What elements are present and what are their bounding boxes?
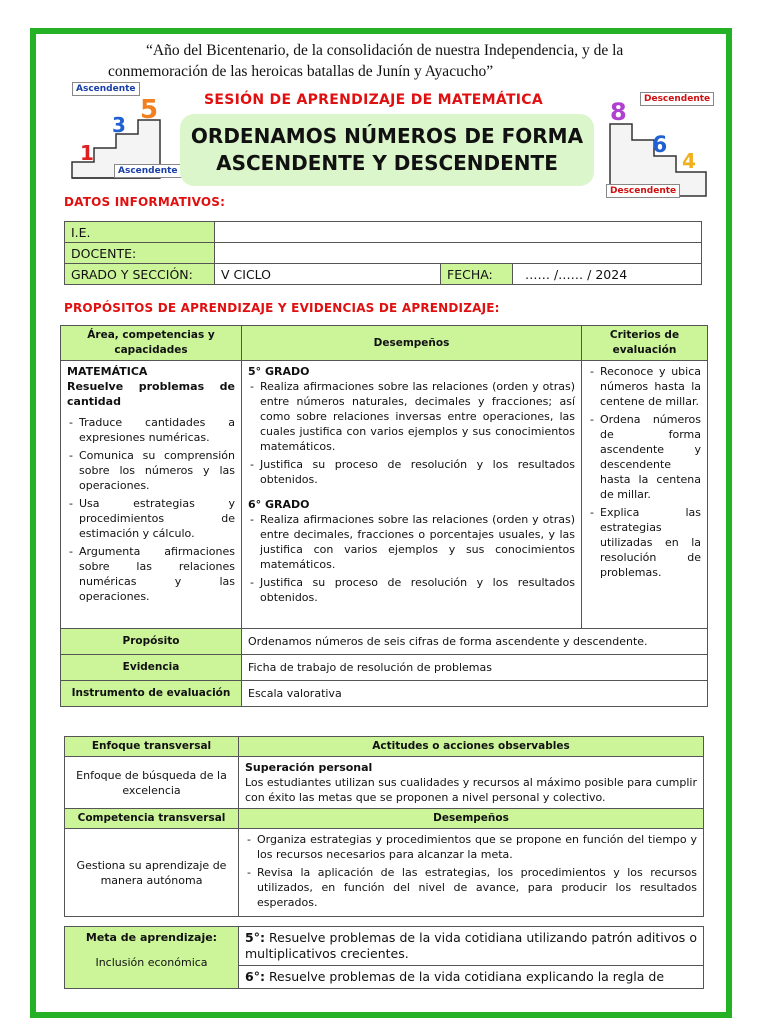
propositos-table <box>60 325 708 707</box>
col-criterios-header: Criterios de evaluación <box>582 326 708 361</box>
title-line-1: ORDENAMOS NÚMEROS DE FORMA <box>190 124 584 148</box>
comp-desempenos-header: Desempeños <box>239 809 704 829</box>
fecha-label: FECHA: <box>441 264 513 285</box>
ascending-stairs-illustration <box>68 82 178 186</box>
grado6-title: 6° GRADO <box>248 498 310 511</box>
enfoque-value-cell <box>239 757 704 809</box>
enfoque-header: Enfoque transversal <box>65 737 239 757</box>
meta-5-cell <box>239 927 704 966</box>
meta-6-text: Resuelve problemas de la vida cotidiana explicando la regla de <box>268 969 665 984</box>
criterios-cell <box>582 361 708 629</box>
desempenos-cell <box>242 361 582 629</box>
enfoque-value-title: Superación personal <box>245 761 373 774</box>
digit-1: 1 <box>80 141 94 165</box>
docente-label: DOCENTE: <box>65 243 215 264</box>
ascendente-bottom-label: Ascendente <box>114 164 182 178</box>
year-motto <box>108 40 648 82</box>
digit-4: 4 <box>682 149 696 173</box>
descendente-top-label: Descendente <box>640 92 714 106</box>
meta-label-cell <box>65 927 239 989</box>
comp-desempeno-item: - Revisa la aplicación de las estrategias, los procedimientos y los recursos utilizados, en función del nivel de avance, para producir los resultados esperados. <box>257 865 697 910</box>
meta-6-label: 6°: <box>245 969 265 984</box>
docente-value <box>215 243 702 264</box>
motto-line-1: “Año del Bicentenario, de la consolidación de nuestra Independencia, y de la <box>146 42 624 59</box>
competencia-transversal-header: Competencia transversal <box>65 809 239 829</box>
area-cell <box>61 361 242 629</box>
instrumento-value: Escala valorativa <box>242 681 708 707</box>
capacidad-item: - Argumenta afirmaciones sobre las relaciones numéricas y las operaciones. <box>79 544 235 604</box>
descending-stairs-illustration <box>602 88 712 204</box>
proposito-label: Propósito <box>61 629 242 655</box>
datos-heading: DATOS INFORMATIVOS: <box>64 195 226 209</box>
instrumento-label: Instrumento de evaluación <box>61 681 242 707</box>
digit-8: 8 <box>610 98 627 126</box>
comp-desempenos-cell <box>239 829 704 917</box>
grado6-item: - Justifica su proceso de resolución y los resultados obtenidos. <box>260 575 575 605</box>
enfoque-name: Enfoque de búsqueda de la excelencia <box>65 757 239 809</box>
grado-label: GRADO Y SECCIÓN: <box>65 264 215 285</box>
capacidad-item: - Usa estrategias y procedimientos de estimación y cálculo. <box>79 496 235 541</box>
motto-line-2: conmemoración de las heroicas batallas de Junín y Ayacucho” <box>108 63 494 80</box>
col-area-header: Área, competencias y capacidades <box>61 326 242 361</box>
meta-5-label: 5°: <box>245 930 265 945</box>
enfoque-table <box>64 736 704 917</box>
grado-value: V CICLO <box>215 264 441 285</box>
col-desempenos-header: Desempeños <box>242 326 582 361</box>
capacidad-item: - Traduce cantidades a expresiones numéricas. <box>79 415 235 445</box>
lesson-title <box>180 114 594 186</box>
actitudes-header: Actitudes o acciones observables <box>239 737 704 757</box>
proposito-value: Ordenamos números de seis cifras de forma ascendente y descendente. <box>242 629 708 655</box>
evidencia-value: Ficha de trabajo de resolución de problemas <box>242 655 708 681</box>
grado5-item: - Realiza afirmaciones sobre las relaciones (orden y otras) entre números naturales, decimales y fracciones; así como sobre relaciones inversas entre operaciones, las cuales justifica con varios ejemplos y sus conocimientos matemáticos. <box>260 379 575 454</box>
criterio-item: - Ordena números de forma ascendente y descendente hasta la centena de millar. <box>600 412 701 502</box>
capacidad-item: - Comunica su comprensión sobre los números y las operaciones. <box>79 448 235 493</box>
ie-value <box>215 222 702 243</box>
propositos-heading: PROPÓSITOS DE APRENDIZAJE Y EVIDENCIAS DE APRENDIZAJE: <box>64 301 500 315</box>
digit-3: 3 <box>112 113 126 137</box>
session-label: SESIÓN DE APRENDIZAJE DE MATEMÁTICA <box>204 92 544 108</box>
digit-5: 5 <box>140 95 159 125</box>
capacidades-list <box>67 415 235 604</box>
area-title: MATEMÁTICA <box>67 365 148 378</box>
comp-desempeno-item: - Organiza estrategias y procedimientos que se propone en función del tiempo y los recursos necesarios para alcanzar la meta. <box>257 832 697 862</box>
descendente-bottom-label: Descendente <box>606 184 680 198</box>
grado5-list <box>248 379 575 487</box>
title-line-2: ASCENDENTE Y DESCENDENTE <box>216 151 558 175</box>
meta-5-text: Resuelve problemas de la vida cotidiana utilizando patrón aditivos o multiplicativos crecientes. <box>245 930 698 961</box>
meta-sub: Inclusión económica <box>95 956 208 969</box>
competencia-name: Resuelve problemas de cantidad <box>67 380 235 408</box>
competencia-transversal-name: Gestiona su aprendizaje de manera autónoma <box>65 829 239 917</box>
meta-6-cell <box>239 966 704 989</box>
ascendente-top-label: Ascendente <box>72 82 140 96</box>
criterio-item: - Reconoce y ubica números hasta la centene de millar. <box>600 364 701 409</box>
grado5-item: - Justifica su proceso de resolución y los resultados obtenidos. <box>260 457 575 487</box>
meta-table <box>64 926 704 989</box>
evidencia-label: Evidencia <box>61 655 242 681</box>
meta-label: Meta de aprendizaje: <box>85 931 218 944</box>
grado5-title: 5° GRADO <box>248 365 310 378</box>
digit-6: 6 <box>652 133 668 158</box>
grado6-list <box>248 512 575 605</box>
ie-label: I.E. <box>65 222 215 243</box>
fecha-value: …… /…… / 2024 <box>513 264 702 285</box>
criterios-list <box>588 364 701 580</box>
datos-table <box>64 221 702 285</box>
criterio-item: - Explica las estrategias utilizadas en la resolución de problemas. <box>600 505 701 580</box>
grado6-item: - Realiza afirmaciones sobre las relaciones (orden y otras) entre decimales, fracciones o porcentajes usuales, y las justifica con varios ejemplos y sus conocimientos matemáticos. <box>260 512 575 572</box>
enfoque-value-text: Los estudiantes utilizan sus cualidades y recursos al máximo posible para cumplir con éxito las metas que se proponen a nivel personal y colectivo. <box>245 776 697 804</box>
comp-desempenos-list <box>245 832 697 910</box>
